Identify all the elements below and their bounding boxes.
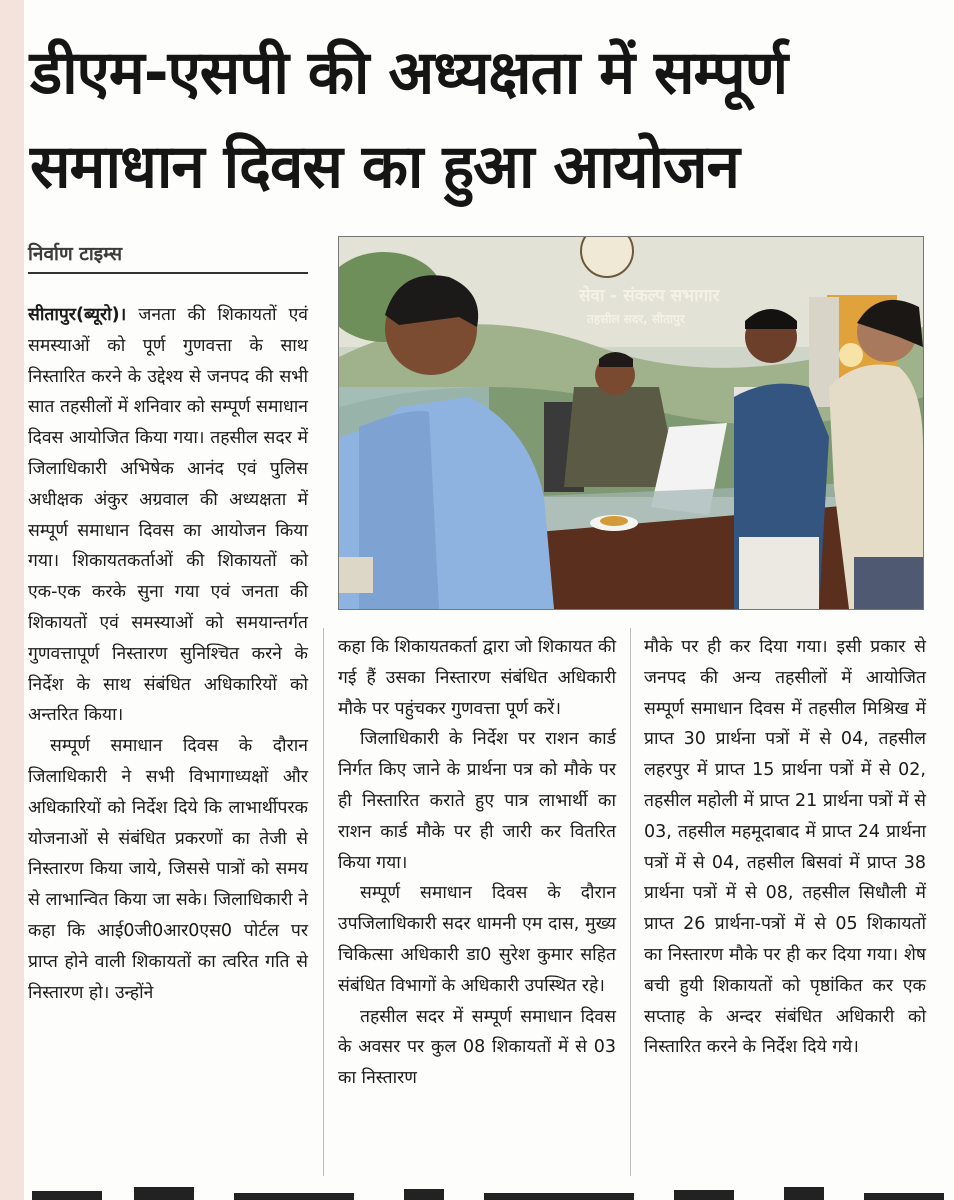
paragraph-3: कहा कि शिकायतकर्ता द्वारा जो शिकायत की गई हैं उसका निस्तारण संबंधित अधिकारी मौके पर पहुंचकर गुणवत्ता पूर्ण करें। bbox=[338, 637, 616, 719]
headline bbox=[30, 26, 940, 214]
headline-line-2: समाधान दिवस का हुआ आयोजन bbox=[30, 132, 739, 202]
paragraph-4: जिलाधिकारी के निर्देश पर राशन कार्ड निर्गत किए जाने के प्रार्थना पत्र को मौके पर ही निस्तारित कराते हुए पात्र लाभार्थी का राशन कार्ड मौके पर ही जारी कर वितरित किया गया। bbox=[338, 729, 616, 873]
headline-line-1: डीएम-एसपी की अध्यक्षता में सम्पूर्ण bbox=[30, 38, 788, 108]
article-column-3 bbox=[644, 632, 926, 1063]
paragraph-5: सम्पूर्ण समाधान दिवस के दौरान उपजिलाधिकारी सदर धामनी एम दास, मुख्य चिकित्सा अधिकारी डा0 सुरेश कुमार सहित संबंधित विभागों के अधिकारी उपस्थित रहे। bbox=[338, 883, 616, 996]
banner-subtitle: तहसील सदर, सीतापुर bbox=[587, 312, 685, 326]
next-article-cutoff bbox=[24, 1186, 954, 1200]
dateline: सीतापुर(ब्यूरो)। bbox=[28, 305, 127, 325]
column-divider-1 bbox=[323, 628, 324, 1176]
news-photo bbox=[338, 236, 924, 610]
byline: निर्वाण टाइम्स bbox=[28, 240, 308, 274]
column-divider-2 bbox=[630, 628, 631, 1176]
newspaper-page bbox=[24, 0, 954, 1200]
article-column-2 bbox=[338, 632, 616, 1094]
banner-title: सेवा - संकल्प सभागार bbox=[579, 286, 720, 306]
paragraph-2: सम्पूर्ण समाधान दिवस के दौरान जिलाधिकारी ने सभी विभागाध्यक्षों और अधिकारियों को निर्देश दिये कि लाभार्थीपरक योजनाओं से संबंधित प्रकरणों का तेजी से निस्तारण किया जाये, जिससे पात्रों को समय से लाभान्वित किया जा सके। जिलाधिकारी ने कहा कि आई0जी0आर0एस0 पोर्टल पर प्राप्त होने वाली शिकायतों का त्वरित गति से निस्तारण हो। उन्होंने bbox=[28, 736, 308, 1003]
paragraph-6: तहसील सदर में सम्पूर्ण समाधान दिवस के अवसर पर कुल 08 शिकायतों में से 03 का निस्तारण bbox=[338, 1006, 616, 1089]
paragraph-7: मौके पर ही कर दिया गया। इसी प्रकार से जनपद की अन्य तहसीलों में आयोजित सम्पूर्ण समाधान दिवस में तहसील मिश्रिख में प्राप्त 30 प्रार्थना पत्रों में से 04, तहसील लहरपुर में प्राप्त 15 प्रार्थना पत्रों में से 02, तहसील महोली में प्राप्त 21 प्रार्थना पत्रों में से 03, तहसील महमूदाबाद में प्राप्त 24 प्रार्थना पत्रों में से 04, तहसील बिसवां में प्राप्त 38 प्रार्थना पत्रों में से 08, तहसील सिधौली में प्राप्त 26 प्रार्थना-पत्रों में से 05 शिकायतों का निस्तारण मौके पर ही कर दिया गया। शेष बची हुयी शिकायतों को पृष्ठांकित कर एक सप्ताह के अन्दर संबंधित अधिकारी को निस्तारित करने के निर्देश दिये गये। bbox=[644, 637, 926, 1058]
cutoff-headline-fragment bbox=[24, 1187, 954, 1200]
article-column-1 bbox=[28, 300, 308, 1008]
paragraph-1-text: जनता की शिकायतों एवं समस्याओं को पूर्ण गुणवत्ता के साथ निस्तारित करने के उद्देश्य से जनपद की सभी सात तहसीलों में शनिवार को सम्पूर्ण समाधान दिवस आयोजित किया गया। तहसील सदर में जिलाधिकारी अभिषेक आनंद एवं पुलिस अधीक्षक अंकुर अग्रवाल की अध्यक्षता में सम्पूर्ण समाधान दिवस का आयोजन किया गया। शिकायतकर्ताओं की शिकायतों को एक-एक करके सुना गया एवं जनता की शिकायतों एवं समस्याओं को समयान्तर्गत गुणवत्तापूर्ण निस्तारण सुनिश्चित करने के निर्देश के साथ संबंधित अधिकारियों को अन्तरित किया। bbox=[28, 305, 308, 726]
page-margin bbox=[0, 0, 24, 1200]
photo-illustration bbox=[339, 237, 923, 609]
paragraph-1 bbox=[28, 300, 308, 731]
